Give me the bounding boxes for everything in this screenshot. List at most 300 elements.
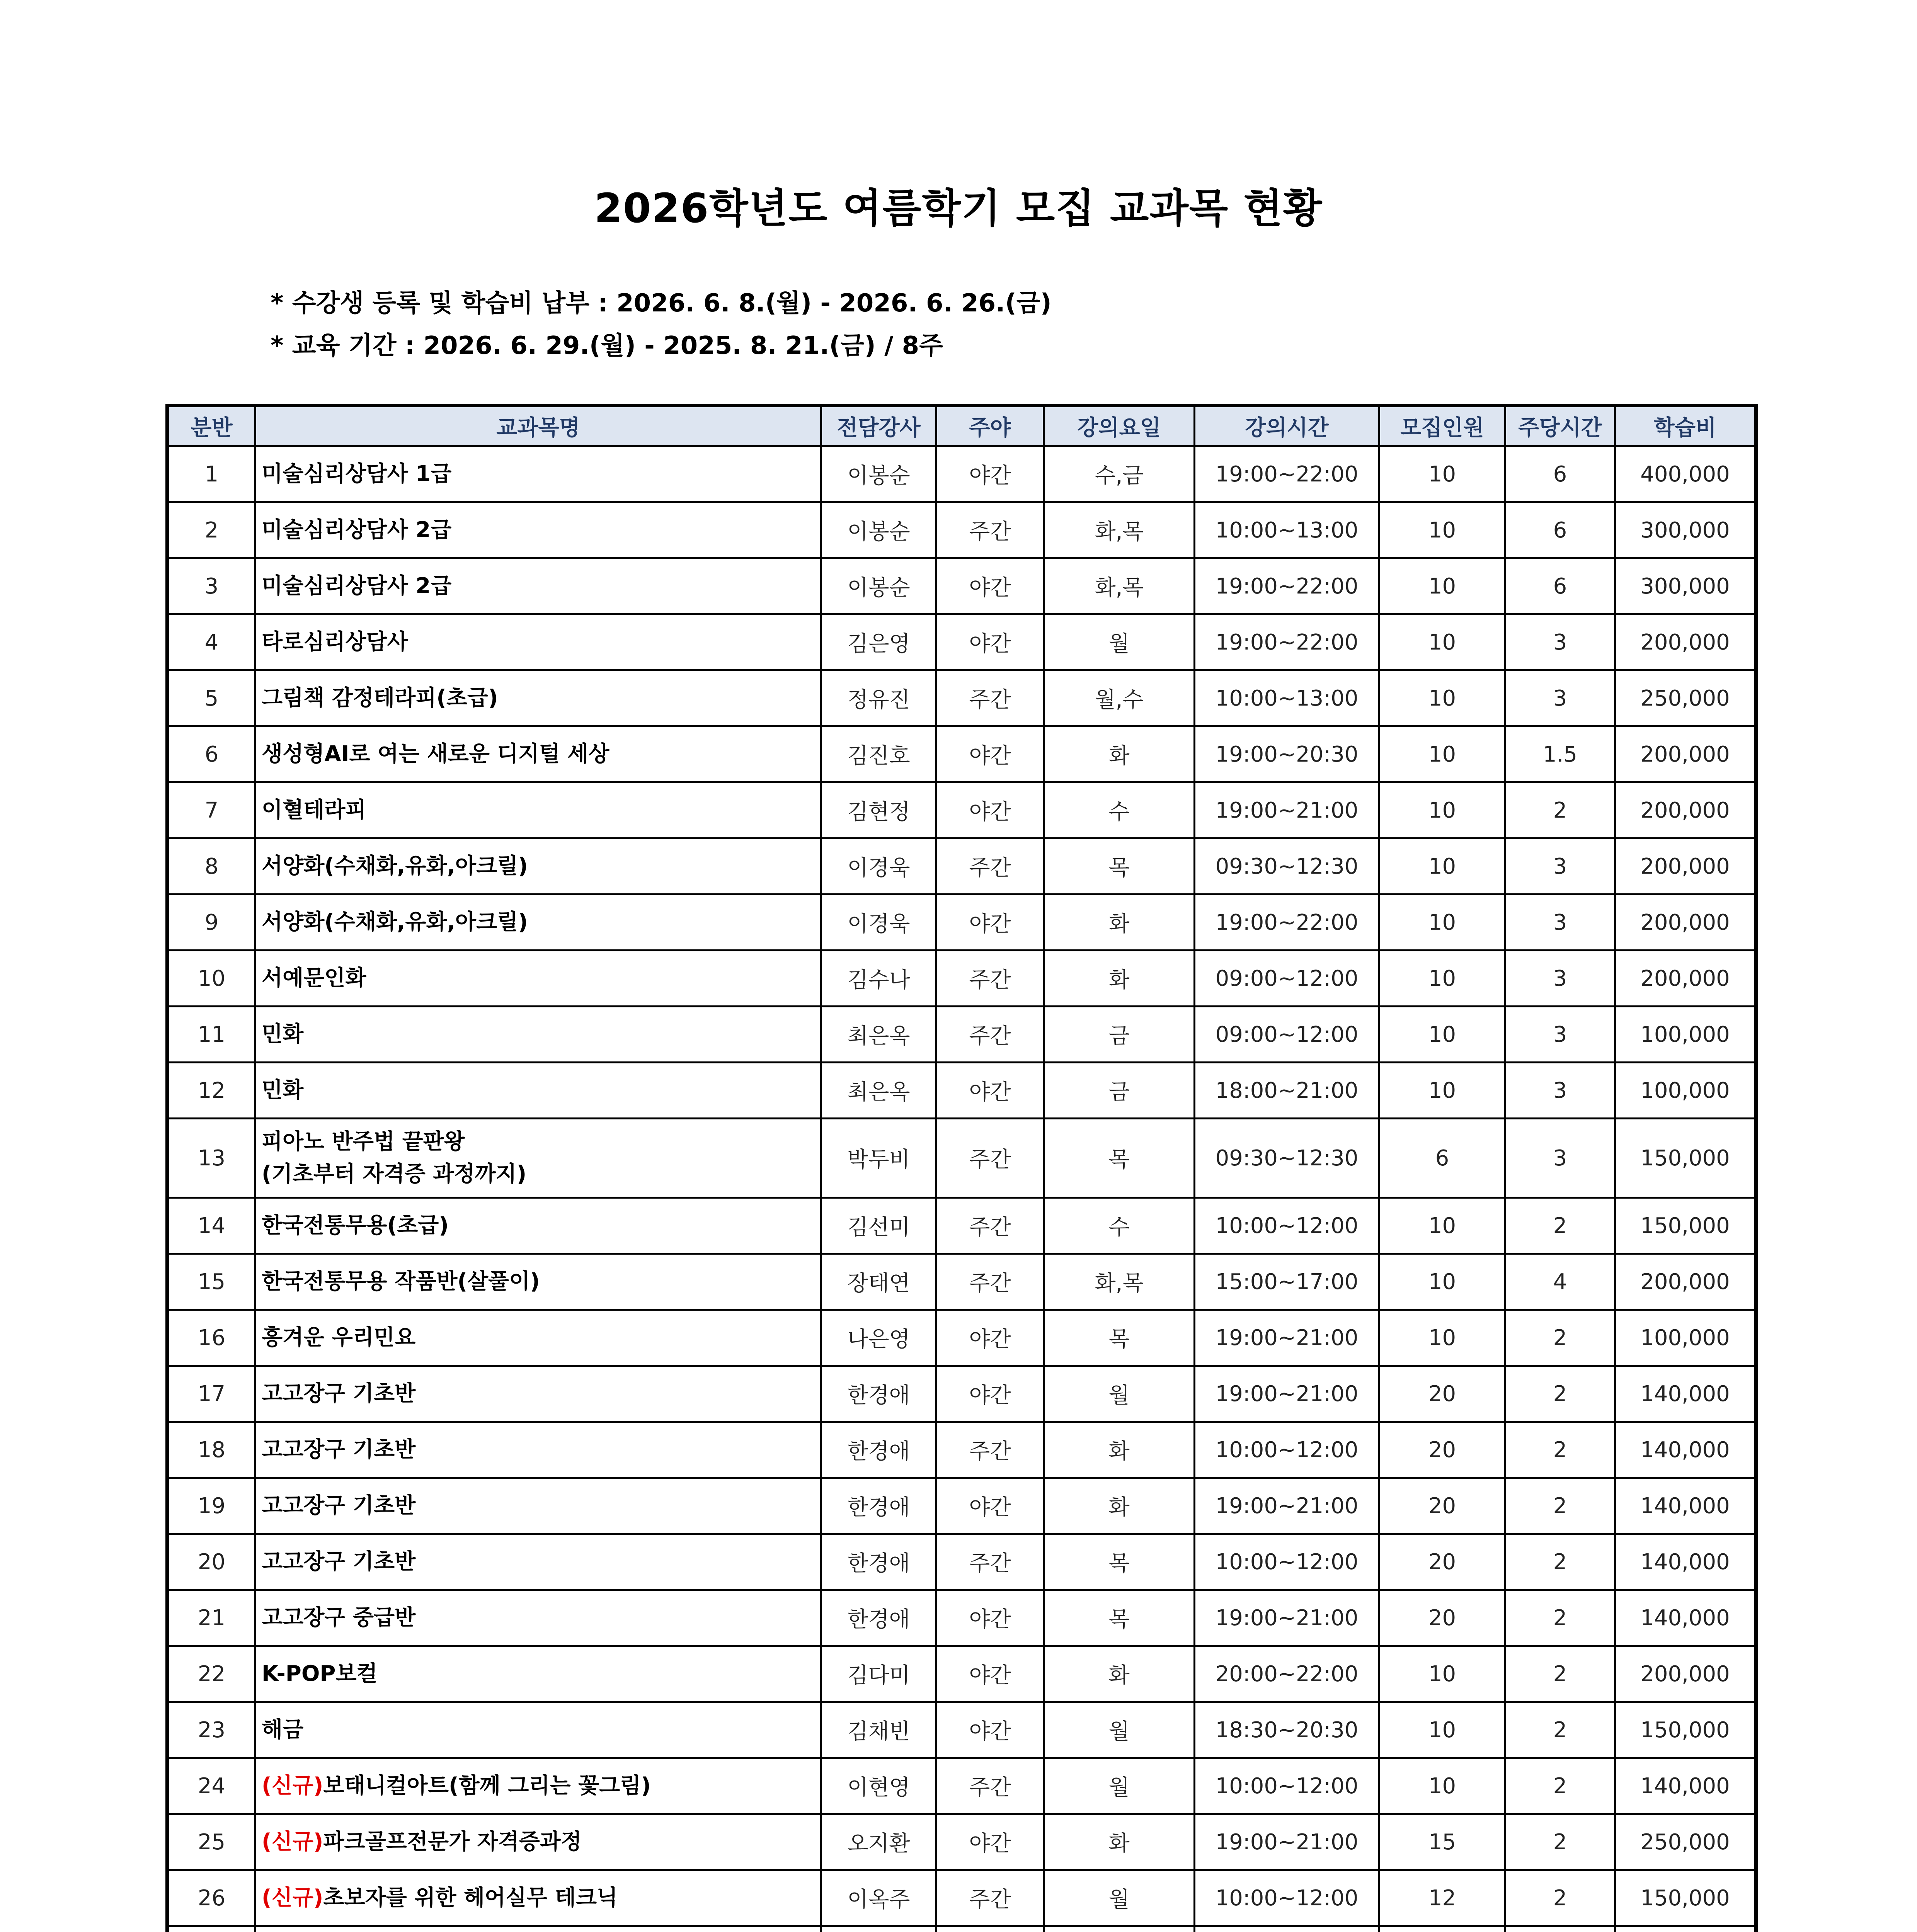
days-cell: 화	[1044, 1422, 1195, 1478]
fee-cell: 200,000	[1615, 895, 1756, 951]
course-name-cell	[255, 1534, 821, 1590]
weekly-hours-cell: 3	[1505, 838, 1615, 895]
time-cell: 20:00~22:00	[1195, 1646, 1379, 1702]
table-row	[167, 1926, 1756, 1932]
col-header-capacity: 모집인원	[1379, 406, 1505, 446]
course-name-line	[262, 794, 816, 827]
teacher-cell: 이봉순	[821, 446, 936, 502]
course-name-line	[262, 1209, 816, 1242]
course-name-cell	[255, 614, 821, 670]
weekly-hours-cell: 2	[1505, 1198, 1615, 1254]
fee-cell: 200,000	[1615, 1254, 1756, 1310]
course-name-cell	[255, 1422, 821, 1478]
class-number-cell: 4	[167, 614, 255, 670]
shift-cell: 야간	[936, 1366, 1044, 1422]
days-cell: 수	[1044, 782, 1195, 838]
fee-cell: 200,000	[1615, 1646, 1756, 1702]
course-name-line	[262, 1770, 816, 1802]
course-name-text: 민화	[262, 1022, 304, 1047]
class-number-cell: 22	[167, 1646, 255, 1702]
new-course-tag: (신규)	[262, 1773, 323, 1798]
course-name-text: 고고장구 기초반	[262, 1493, 416, 1518]
course-name-line	[262, 1321, 816, 1354]
teacher-cell: 박두비	[821, 1119, 936, 1198]
table-row	[167, 951, 1756, 1007]
shift-cell: 주간	[936, 1119, 1044, 1198]
days-cell: 목	[1044, 838, 1195, 895]
course-name-text: 고고장구 기초반	[262, 1549, 416, 1574]
course-name-text: 민화	[262, 1078, 304, 1103]
table-row	[167, 1702, 1756, 1758]
class-number-cell: 24	[167, 1758, 255, 1814]
course-name-line	[262, 1434, 816, 1466]
teacher-cell: 김채빈	[821, 1702, 936, 1758]
time-cell: 19:00~22:00	[1195, 446, 1379, 502]
days-cell: 월	[1044, 1870, 1195, 1926]
capacity-cell: 10	[1379, 502, 1505, 558]
fee-cell: 250,000	[1615, 1814, 1756, 1870]
teacher-cell: 이봉순	[821, 502, 936, 558]
shift-cell: 야간	[936, 1702, 1044, 1758]
course-name-cell	[255, 558, 821, 614]
time-cell: 10:00~12:00	[1195, 1198, 1379, 1254]
shift-cell: 야간	[936, 558, 1044, 614]
shift-cell: 주간	[936, 951, 1044, 1007]
course-name-text: 흥겨운 우리민요	[262, 1325, 416, 1350]
col-header-fee: 학습비	[1615, 406, 1756, 446]
days-cell: 화	[1044, 1478, 1195, 1534]
weekly-hours-cell: 6	[1505, 446, 1615, 502]
course-name-text: 초보자를 위한 헤어실무 테크닉	[323, 1885, 618, 1910]
class-number-cell: 23	[167, 1702, 255, 1758]
teacher-cell: 정유진	[821, 670, 936, 726]
course-name-line	[262, 1546, 816, 1578]
course-name-cell	[255, 1814, 821, 1870]
weekly-hours-cell: 2	[1505, 1590, 1615, 1646]
weekly-hours-cell: 2	[1505, 1870, 1615, 1926]
course-name-text: 파크골프전문가 자격증과정	[323, 1829, 582, 1854]
col-header-time: 강의시간	[1195, 406, 1379, 446]
days-cell: 화	[1044, 1814, 1195, 1870]
time-cell: 09:30~12:30	[1195, 1119, 1379, 1198]
fee-cell: 140,000	[1615, 1422, 1756, 1478]
course-name-cell	[255, 895, 821, 951]
shift-cell: 주간	[936, 1534, 1044, 1590]
teacher-cell: 한경애	[821, 1534, 936, 1590]
course-name-line	[262, 738, 816, 770]
table-row	[167, 446, 1756, 502]
teacher-cell: 장태연	[821, 1254, 936, 1310]
table-row	[167, 1814, 1756, 1870]
course-name-text: 미술심리상담사 2급	[262, 573, 452, 599]
shift-cell: 야간	[936, 446, 1044, 502]
class-number-cell: 10	[167, 951, 255, 1007]
weekly-hours-cell: 6	[1505, 502, 1615, 558]
days-cell: 수	[1044, 1198, 1195, 1254]
teacher-cell: 김은영	[821, 614, 936, 670]
weekly-hours-cell: 6	[1505, 558, 1615, 614]
table-row	[167, 1063, 1756, 1119]
shift-cell: 야간	[936, 782, 1044, 838]
shift-cell: 주간	[936, 502, 1044, 558]
class-number-cell: 17	[167, 1366, 255, 1422]
weekly-hours-cell: 3	[1505, 614, 1615, 670]
shift-cell: 주간	[936, 1254, 1044, 1310]
weekly-hours-cell	[1505, 1926, 1615, 1932]
course-body	[167, 446, 1756, 1932]
course-name-cell	[255, 502, 821, 558]
page-title: 2026학년도 여름학기 모집 교과목 현황	[594, 185, 1323, 232]
course-name-cell	[255, 1310, 821, 1366]
course-name-line	[262, 1378, 816, 1410]
new-course-tag: (신규)	[262, 1829, 323, 1854]
class-number-cell: 2	[167, 502, 255, 558]
fee-cell: 300,000	[1615, 558, 1756, 614]
fee-cell: 300,000	[1615, 502, 1756, 558]
capacity-cell: 10	[1379, 838, 1505, 895]
teacher-cell: 김현정	[821, 782, 936, 838]
class-number-cell: 9	[167, 895, 255, 951]
course-name-line	[262, 514, 816, 546]
fee-cell: 140,000	[1615, 1590, 1756, 1646]
course-name-cell	[255, 1198, 821, 1254]
capacity-cell: 10	[1379, 726, 1505, 782]
course-name-text: 이혈테라피	[262, 798, 366, 823]
course-name-text: 미술심리상담사 1급	[262, 461, 452, 486]
fee-cell: 140,000	[1615, 1758, 1756, 1814]
shift-cell: 야간	[936, 1063, 1044, 1119]
course-name-line	[262, 1882, 816, 1914]
table-row	[167, 1310, 1756, 1366]
course-name-cell	[255, 1702, 821, 1758]
time-cell: 09:00~12:00	[1195, 951, 1379, 1007]
weekly-hours-cell: 2	[1505, 1814, 1615, 1870]
time-cell	[1195, 1926, 1379, 1932]
time-cell: 09:00~12:00	[1195, 1007, 1379, 1063]
class-number-cell: 15	[167, 1254, 255, 1310]
course-name-line	[262, 682, 816, 714]
course-name-text: 한국전통무용 작품반(살풀이)	[262, 1269, 540, 1294]
teacher-cell: 김다미	[821, 1646, 936, 1702]
time-cell: 19:00~21:00	[1195, 1310, 1379, 1366]
class-number-cell: 21	[167, 1590, 255, 1646]
weekly-hours-cell: 2	[1505, 1478, 1615, 1534]
time-cell: 19:00~21:00	[1195, 1366, 1379, 1422]
weekly-hours-cell: 2	[1505, 782, 1615, 838]
course-name-cell	[255, 1254, 821, 1310]
shift-cell: 야간	[936, 1814, 1044, 1870]
course-name-text: 보태니컬아트(함께 그리는 꽃그림)	[323, 1773, 651, 1798]
course-name-cell	[255, 726, 821, 782]
days-cell: 금	[1044, 1007, 1195, 1063]
course-name-text: 미술심리상담사 2급	[262, 517, 452, 543]
time-cell: 18:30~20:30	[1195, 1702, 1379, 1758]
fee-cell: 200,000	[1615, 782, 1756, 838]
course-name-text: 한국전통무용(초급)	[262, 1213, 449, 1238]
fee-cell: 400,000	[1615, 446, 1756, 502]
course-name-line	[262, 850, 816, 883]
shift-cell: 주간	[936, 1007, 1044, 1063]
capacity-cell: 10	[1379, 614, 1505, 670]
table-row	[167, 895, 1756, 951]
time-cell: 19:00~20:30	[1195, 726, 1379, 782]
fee-cell: 100,000	[1615, 1007, 1756, 1063]
class-number-cell: 18	[167, 1422, 255, 1478]
course-name-line	[262, 1826, 816, 1858]
fee-cell: 200,000	[1615, 951, 1756, 1007]
course-name-cell	[255, 1926, 821, 1932]
weekly-hours-cell: 3	[1505, 1007, 1615, 1063]
course-name-cell	[255, 1366, 821, 1422]
course-name-cell	[255, 1007, 821, 1063]
weekly-hours-cell: 3	[1505, 1119, 1615, 1198]
course-name-text: 고고장구 기초반	[262, 1381, 416, 1406]
table-row	[167, 502, 1756, 558]
weekly-hours-cell: 2	[1505, 1366, 1615, 1422]
course-name-line	[262, 1602, 816, 1634]
time-cell: 10:00~12:00	[1195, 1422, 1379, 1478]
days-cell: 수,금	[1044, 446, 1195, 502]
course-name-text: 서예문인화	[262, 966, 366, 991]
col-header-teacher: 전담강사	[821, 406, 936, 446]
course-name-cell	[255, 1119, 821, 1198]
table-row	[167, 726, 1756, 782]
days-cell: 목	[1044, 1119, 1195, 1198]
course-name-subline: (기초부터 자격증 과정까지)	[262, 1162, 527, 1187]
weekly-hours-cell: 3	[1505, 670, 1615, 726]
shift-cell: 주간	[936, 1198, 1044, 1254]
class-number-cell: 26	[167, 1870, 255, 1926]
class-number-cell: 11	[167, 1007, 255, 1063]
table-row	[167, 1366, 1756, 1422]
class-number-cell: 19	[167, 1478, 255, 1534]
weekly-hours-cell: 2	[1505, 1422, 1615, 1478]
col-header-class: 분반	[167, 406, 255, 446]
table-row	[167, 1870, 1756, 1926]
class-number-cell: 1	[167, 446, 255, 502]
course-name-text: 피아노 반주법 끝판왕	[262, 1129, 465, 1154]
weekly-hours-cell: 2	[1505, 1758, 1615, 1814]
table-row	[167, 1422, 1756, 1478]
capacity-cell: 10	[1379, 1007, 1505, 1063]
shift-cell: 야간	[936, 1590, 1044, 1646]
class-number-cell: 8	[167, 838, 255, 895]
shift-cell: 주간	[936, 1422, 1044, 1478]
table-row	[167, 670, 1756, 726]
teacher-cell: 한경애	[821, 1366, 936, 1422]
time-cell: 19:00~21:00	[1195, 1478, 1379, 1534]
class-number-cell: 6	[167, 726, 255, 782]
time-cell: 09:30~12:30	[1195, 838, 1379, 895]
table-row	[167, 1534, 1756, 1590]
capacity-cell: 10	[1379, 558, 1505, 614]
teacher-cell: 김진호	[821, 726, 936, 782]
course-table	[165, 404, 1758, 1932]
registration-note: * 수강생 등록 및 학습비 납부 : 2026. 6. 8.(월) - 2026. 6. 26.(금)	[271, 289, 1052, 318]
capacity-cell: 10	[1379, 670, 1505, 726]
teacher-cell: 최은옥	[821, 1063, 936, 1119]
course-name-line	[262, 906, 816, 939]
time-cell: 19:00~22:00	[1195, 558, 1379, 614]
teacher-cell: 최은옥	[821, 1007, 936, 1063]
fee-cell: 150,000	[1615, 1702, 1756, 1758]
shift-cell: 야간	[936, 1310, 1044, 1366]
time-cell: 18:00~21:00	[1195, 1063, 1379, 1119]
teacher-cell: 김수나	[821, 951, 936, 1007]
course-name-cell	[255, 782, 821, 838]
class-number-cell: 16	[167, 1310, 255, 1366]
fee-cell: 140,000	[1615, 1366, 1756, 1422]
capacity-cell: 20	[1379, 1478, 1505, 1534]
fee-cell: 200,000	[1615, 614, 1756, 670]
teacher-cell: 나은영	[821, 1310, 936, 1366]
days-cell: 월	[1044, 1702, 1195, 1758]
course-name-text: 그림책 감정테라피(초급)	[262, 685, 498, 711]
table-row	[167, 1254, 1756, 1310]
fee-cell: 140,000	[1615, 1534, 1756, 1590]
course-name-line	[262, 626, 816, 658]
class-number-cell: 12	[167, 1063, 255, 1119]
capacity-cell	[1379, 1926, 1505, 1932]
teacher-cell: 이경욱	[821, 838, 936, 895]
days-cell: 월	[1044, 1366, 1195, 1422]
shift-cell: 야간	[936, 1478, 1044, 1534]
time-cell: 19:00~22:00	[1195, 895, 1379, 951]
days-cell: 화,목	[1044, 558, 1195, 614]
shift-cell: 주간	[936, 1870, 1044, 1926]
weekly-hours-cell: 3	[1505, 1063, 1615, 1119]
teacher-cell: 김선미	[821, 1198, 936, 1254]
course-name-line	[262, 570, 816, 602]
time-cell: 19:00~21:00	[1195, 1814, 1379, 1870]
course-name-line	[262, 1265, 816, 1298]
capacity-cell: 6	[1379, 1119, 1505, 1198]
course-name-line	[262, 962, 816, 995]
table-row	[167, 1007, 1756, 1063]
capacity-cell: 12	[1379, 1870, 1505, 1926]
time-cell: 10:00~13:00	[1195, 502, 1379, 558]
days-cell: 목	[1044, 1590, 1195, 1646]
teacher-cell	[821, 1926, 936, 1932]
teacher-cell: 이봉순	[821, 558, 936, 614]
course-name-cell	[255, 1870, 821, 1926]
fee-cell: 150,000	[1615, 1198, 1756, 1254]
days-cell: 화,목	[1044, 502, 1195, 558]
teacher-cell: 이경욱	[821, 895, 936, 951]
capacity-cell: 10	[1379, 1758, 1505, 1814]
teacher-cell: 한경애	[821, 1590, 936, 1646]
shift-cell	[936, 1926, 1044, 1932]
course-name-line	[262, 1126, 816, 1158]
course-name-line	[262, 458, 816, 490]
weekly-hours-cell: 3	[1505, 951, 1615, 1007]
shift-cell: 주간	[936, 670, 1044, 726]
col-header-days: 강의요일	[1044, 406, 1195, 446]
shift-cell: 야간	[936, 1646, 1044, 1702]
capacity-cell: 10	[1379, 1702, 1505, 1758]
course-name-text: 생성형AI로 여는 새로운 디지털 세상	[262, 742, 609, 767]
days-cell: 화	[1044, 895, 1195, 951]
capacity-cell: 10	[1379, 1063, 1505, 1119]
fee-cell: 200,000	[1615, 838, 1756, 895]
table-row	[167, 1198, 1756, 1254]
class-number-cell: 3	[167, 558, 255, 614]
teacher-cell: 한경애	[821, 1478, 936, 1534]
class-number-cell: 13	[167, 1119, 255, 1198]
fee-cell: 250,000	[1615, 670, 1756, 726]
teacher-cell: 오지환	[821, 1814, 936, 1870]
capacity-cell: 20	[1379, 1422, 1505, 1478]
table-row	[167, 1590, 1756, 1646]
course-name-text: 해금	[262, 1717, 304, 1742]
weekly-hours-cell: 2	[1505, 1702, 1615, 1758]
course-name-cell	[255, 1758, 821, 1814]
time-cell: 10:00~13:00	[1195, 670, 1379, 726]
time-cell: 19:00~21:00	[1195, 1590, 1379, 1646]
weekly-hours-cell: 2	[1505, 1534, 1615, 1590]
col-header-shift: 주야	[936, 406, 1044, 446]
table-row	[167, 558, 1756, 614]
course-name-cell	[255, 1478, 821, 1534]
time-cell: 10:00~12:00	[1195, 1870, 1379, 1926]
capacity-cell: 20	[1379, 1590, 1505, 1646]
days-cell: 화	[1044, 726, 1195, 782]
table-row	[167, 1478, 1756, 1534]
days-cell: 목	[1044, 1534, 1195, 1590]
capacity-cell: 20	[1379, 1534, 1505, 1590]
course-name-line	[262, 1074, 816, 1107]
col-header-hours: 주당시간	[1505, 406, 1615, 446]
course-name-line	[262, 1714, 816, 1746]
col-header-course: 교과목명	[255, 406, 821, 446]
capacity-cell: 10	[1379, 782, 1505, 838]
fee-cell: 200,000	[1615, 726, 1756, 782]
time-cell: 19:00~22:00	[1195, 614, 1379, 670]
course-name-cell	[255, 1646, 821, 1702]
fee-cell: 100,000	[1615, 1063, 1756, 1119]
course-name-line	[262, 1490, 816, 1522]
days-cell: 월	[1044, 1758, 1195, 1814]
course-name-text: 서양화(수채화,유화,아크릴)	[262, 854, 528, 879]
shift-cell: 야간	[936, 726, 1044, 782]
capacity-cell: 10	[1379, 1646, 1505, 1702]
weekly-hours-cell: 3	[1505, 895, 1615, 951]
time-cell: 15:00~17:00	[1195, 1254, 1379, 1310]
class-number-cell: 20	[167, 1534, 255, 1590]
header-row	[167, 406, 1756, 446]
table-row	[167, 614, 1756, 670]
time-cell: 19:00~21:00	[1195, 782, 1379, 838]
class-number-cell: 14	[167, 1198, 255, 1254]
fee-cell: 150,000	[1615, 1870, 1756, 1926]
course-name-cell	[255, 670, 821, 726]
new-course-tag: (신규)	[262, 1885, 323, 1910]
table-row	[167, 838, 1756, 895]
course-name-text: 타로심리상담사	[262, 629, 408, 655]
course-name-cell	[255, 1590, 821, 1646]
shift-cell: 야간	[936, 895, 1044, 951]
table-row	[167, 1646, 1756, 1702]
capacity-cell: 10	[1379, 1198, 1505, 1254]
fee-cell: 150,000	[1615, 1119, 1756, 1198]
days-cell: 월	[1044, 614, 1195, 670]
capacity-cell: 10	[1379, 446, 1505, 502]
course-name-text: 서양화(수채화,유화,아크릴)	[262, 910, 528, 935]
class-number-cell: 25	[167, 1814, 255, 1870]
days-cell: 화,목	[1044, 1254, 1195, 1310]
course-name-cell	[255, 951, 821, 1007]
days-cell: 금	[1044, 1063, 1195, 1119]
